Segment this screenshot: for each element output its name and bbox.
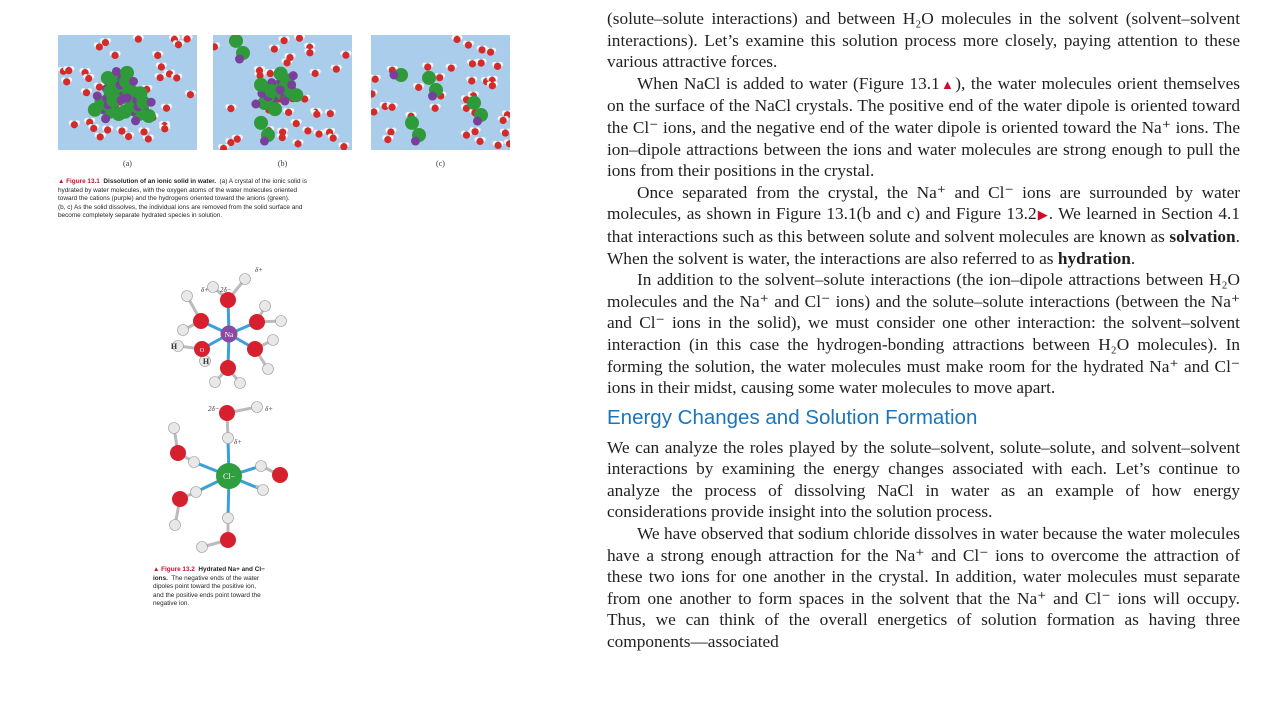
- paragraph-text: . We learned in Section 4.1 that interactions such as this between solute and solvent molecules are known as: [607, 204, 1240, 246]
- water-oxygen: [271, 46, 278, 53]
- water-oxygen: [256, 67, 263, 74]
- sodium-ion: [289, 71, 298, 80]
- panel-label-b: (b): [277, 159, 288, 168]
- water-oxygen: [163, 105, 170, 112]
- panel-label-a: (a): [123, 159, 132, 168]
- hydrated-cl-model: [160, 400, 300, 560]
- paragraph: We have observed that sodium chloride dissolves in water because the water molecules have a strong enough attraction for the Na⁺ and Cl⁻ ions to overcome the attraction of these two ions for one another in the crystal. In addition, water molecules must separate from one another to form spaces in the solvent that the Na⁺ and Cl⁻ ions will occupy. Thus, we can think of the overall energetics of solution formation as having three components—associated: [607, 524, 1240, 652]
- caption-number: Figure 13.2: [161, 566, 195, 573]
- figure-13-2-caption: [153, 566, 303, 609]
- water-oxygen: [476, 138, 483, 145]
- two-delta-minus-label: 2δ−: [208, 405, 220, 413]
- water-oxygen: [184, 35, 191, 42]
- water-oxygen: [448, 65, 455, 72]
- water-oxygen: [125, 133, 132, 140]
- h-label: H: [202, 357, 210, 366]
- paragraph: (solute–solute interactions) and between H₂O molecules in the solvent (solvent–solvent interactions). Let’s examine this solution process more closely, paying attention to these various attractive forces.: [607, 9, 1240, 72]
- water-oxygen: [304, 127, 311, 134]
- water-oxygen: [111, 52, 118, 59]
- figure-ref-up-icon: ▲: [939, 76, 956, 92]
- figure-13-1-caption: [58, 178, 398, 221]
- caption-line: and the positive ends point toward the: [153, 591, 261, 599]
- delta-plus-label: δ+: [201, 286, 209, 294]
- water-oxygen: [102, 39, 109, 46]
- paragraph: We can analyze the roles played by the solute–solvent, solute–solute, and solvent–solvent interactions by examining the energy changes associated with each. Let’s continue to analyze the process of dissolving NaCl in water as an example of how energy considerations provide insight into the solution process.: [607, 437, 1240, 522]
- water-oxygen: [285, 109, 292, 116]
- panel-label-c: (c): [436, 159, 445, 168]
- water-oxygen: [104, 126, 111, 133]
- water-oxygen: [384, 136, 391, 143]
- water-oxygen: [161, 125, 168, 132]
- sodium-ion: [93, 92, 102, 101]
- caption-line: (b, c) As the solid dissolves, the individual ions are removed from the solid surface and: [58, 203, 303, 211]
- water-oxygen: [85, 75, 92, 82]
- water-oxygen: [71, 121, 78, 128]
- sodium-ion: [390, 71, 399, 80]
- water-oxygen: [312, 70, 319, 77]
- water-oxygen: [306, 49, 313, 56]
- sodium-ion: [276, 86, 285, 95]
- chloride-ion: [254, 116, 268, 130]
- sodium-ion: [101, 114, 110, 123]
- paragraph-text: When NaCl is added to water (Figure 13.1: [637, 73, 940, 93]
- water-oxygen: [432, 105, 439, 112]
- cl-label: Cl−: [222, 472, 236, 481]
- section-heading: Energy Changes and Solution Formation: [607, 405, 978, 429]
- sodium-ion: [260, 137, 269, 146]
- water-oxygen: [372, 76, 379, 83]
- paragraph-text: . When the solvent is water, the interactions are also referred to as: [607, 226, 1240, 268]
- water-oxygen: [65, 67, 72, 74]
- water-oxygen: [135, 36, 142, 43]
- sodium-ion: [147, 98, 156, 107]
- paragraph: In addition to the solvent–solute interactions (the ion–dipole attractions between H₂O molecules and the Na⁺ and Cl⁻ ions) and the solute–solute interactions (between the Na⁺ and Cl⁻ ions in the solid), we must consider one other interaction: the solvent–solvent interaction (in this case the hydrogen-bonding attractions between H₂O molecules). In forming the solution, the water molecules must make room for the hydrated Na⁺ and Cl⁻ ions in their midst, causing some water molecules to move apart.: [607, 270, 1240, 398]
- water-oxygen: [330, 135, 337, 142]
- figure-ref-right-icon: ▶: [1036, 207, 1049, 223]
- water-oxygen: [83, 89, 90, 96]
- paragraph: [607, 73, 1240, 182]
- water-oxygen: [158, 63, 165, 70]
- key-term-hydration: hydration: [1057, 248, 1131, 268]
- water-oxygen: [487, 49, 494, 56]
- paragraph-text: ), the water molecules orient themselves on the surface of the NaCl crystals. The positive end of the water dipole is oriented toward the Cl⁻ ions, and the negative end of the water dipole is oriented toward the Na⁺ ions. The ion–dipole attractions between the ions and water molecules are strong enough to pull the ions from their positions in the crystal.: [607, 73, 1240, 181]
- caption-title: Dissolution of an ionic solid in water.: [103, 178, 216, 185]
- sodium-ion: [411, 137, 420, 146]
- o-label: O: [199, 347, 205, 354]
- water-oxygen: [118, 127, 125, 134]
- caption-number: Figure 13.1: [66, 178, 100, 185]
- caption-marker-icon: ▲: [153, 566, 160, 573]
- water-oxygen: [96, 84, 103, 91]
- sodium-ion: [287, 80, 296, 89]
- h-label: H: [170, 342, 178, 351]
- sodium-ion: [473, 117, 482, 126]
- water-oxygen: [157, 74, 164, 81]
- water-oxygen: [342, 52, 349, 59]
- caption-line: dipoles point toward the positive ion,: [153, 583, 257, 591]
- water-oxygen: [315, 131, 322, 138]
- water-oxygen: [227, 105, 234, 112]
- sodium-ion: [281, 97, 290, 106]
- paragraph-text: Once separated from the crystal, the Na⁺ and Cl⁻ ions are surrounded by water molecules, as shown in Figure 13.1(b and c) and Figure 13.2: [607, 182, 1240, 224]
- water-oxygen: [424, 64, 431, 71]
- body-text-column: [607, 8, 1240, 653]
- sodium-ion: [131, 116, 140, 125]
- sodium-ion: [129, 77, 138, 86]
- water-oxygen: [313, 111, 320, 118]
- water-oxygen: [494, 63, 501, 70]
- key-term-solvation: solvation: [1169, 226, 1236, 246]
- caption-line: hydrated by water molecules, with the oxygen atoms of the water molecules oriented: [58, 186, 298, 194]
- water-oxygen: [333, 66, 340, 73]
- water-oxygen: [280, 37, 287, 44]
- water-oxygen: [465, 42, 472, 49]
- figure-13-1-panel-a: [58, 35, 197, 150]
- water-oxygen: [140, 128, 147, 135]
- delta-plus-label: δ+: [255, 266, 263, 274]
- chloride-ion: [229, 35, 243, 48]
- delta-plus-label: δ+: [265, 405, 273, 413]
- water-oxygen: [327, 110, 334, 117]
- water-oxygen: [478, 46, 485, 53]
- water-oxygen: [97, 133, 104, 140]
- water-oxygen: [63, 78, 70, 85]
- figure-13-1-panel-c: [371, 35, 510, 150]
- caption-title: ions.: [153, 574, 168, 582]
- water-oxygen: [489, 82, 496, 89]
- water-oxygen: [471, 128, 478, 135]
- caption-line: become completely separate hydrated species in solution.: [58, 212, 223, 220]
- paragraph: [607, 182, 1240, 269]
- chloride-ion: [405, 116, 419, 130]
- water-oxygen: [415, 84, 422, 91]
- water-oxygen: [294, 140, 301, 147]
- water-oxygen: [468, 77, 475, 84]
- water-oxygen: [388, 104, 395, 111]
- figure-13-1-panel-b: [213, 35, 352, 150]
- caption-line: negative ion.: [153, 600, 190, 608]
- water-oxygen: [279, 129, 286, 136]
- water-oxygen: [173, 74, 180, 81]
- water-oxygen: [296, 35, 303, 42]
- water-oxygen: [293, 120, 300, 127]
- caption-title: Hydrated Na+ and Cl−: [198, 566, 265, 573]
- water-oxygen: [145, 135, 152, 142]
- paragraph-text: .: [1130, 248, 1136, 268]
- caption-line: toward the cations (purple) and the hydrogens oriented toward the anions (green).: [58, 195, 290, 203]
- sodium-ion: [251, 100, 260, 109]
- water-oxygen: [286, 54, 293, 61]
- sodium-ion: [235, 55, 244, 64]
- hydrated-na-model: [160, 262, 300, 402]
- water-oxygen: [234, 136, 241, 143]
- caption-line: The negative ends of the water: [171, 574, 260, 582]
- water-oxygen: [175, 41, 182, 48]
- two-delta-minus-label: 2δ−: [220, 286, 232, 294]
- water-oxygen: [154, 52, 161, 59]
- water-oxygen: [453, 36, 460, 43]
- water-oxygen: [502, 129, 509, 136]
- caption-line: (a) A crystal of the ionic solid is: [219, 178, 307, 185]
- water-oxygen: [187, 91, 194, 98]
- water-oxygen: [469, 60, 476, 67]
- water-oxygen: [267, 70, 274, 77]
- water-oxygen: [494, 142, 501, 149]
- water-oxygen: [463, 132, 470, 139]
- water-oxygen: [387, 128, 394, 135]
- water-oxygen: [96, 43, 103, 50]
- delta-plus-label: δ+: [234, 438, 242, 446]
- caption-marker-icon: ▲: [58, 178, 65, 185]
- sodium-ion: [428, 92, 437, 101]
- sodium-ion: [123, 94, 132, 103]
- water-oxygen: [90, 125, 97, 132]
- water-oxygen: [436, 74, 443, 81]
- chloride-ion: [422, 71, 436, 85]
- chloride-ion: [467, 96, 481, 110]
- water-oxygen: [478, 59, 485, 66]
- water-oxygen: [500, 117, 507, 124]
- na-label: Na: [224, 330, 234, 339]
